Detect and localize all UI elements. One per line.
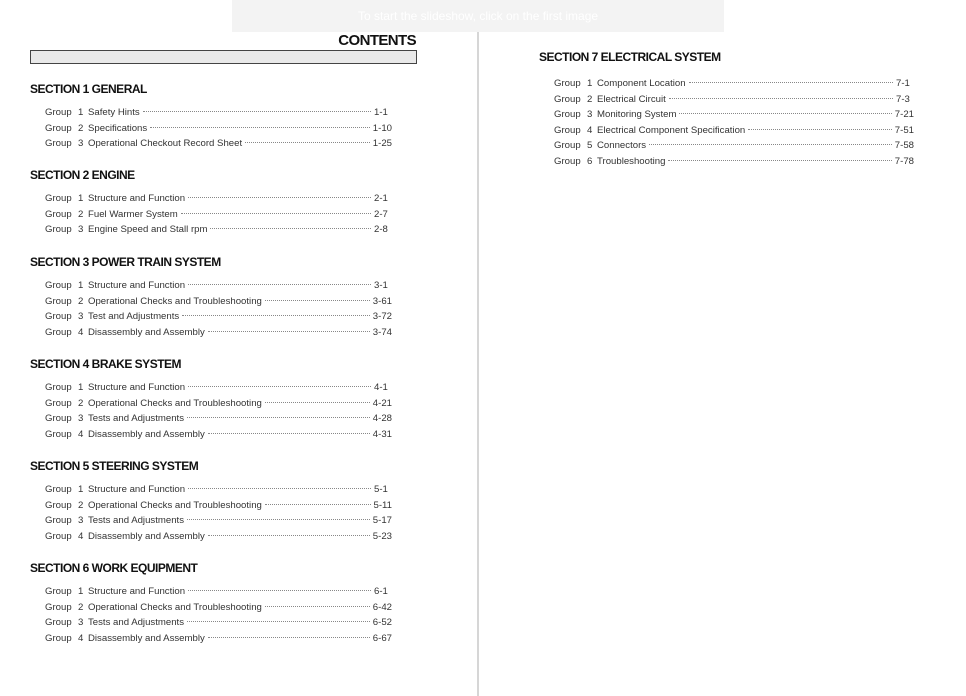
dot-leader	[182, 315, 370, 316]
group-title: Fuel Warmer System	[88, 208, 178, 220]
group-word: Group	[45, 326, 72, 338]
group-word: Group	[554, 155, 581, 167]
toc-entry[interactable]	[30, 296, 392, 312]
page-number: 5-17	[372, 515, 392, 526]
section-steering	[30, 459, 392, 546]
dot-leader	[143, 111, 371, 112]
dot-leader	[187, 519, 370, 520]
group-title: Component Location	[597, 78, 686, 89]
group-title: Structure and Function	[88, 280, 186, 291]
page-number: 3-61	[372, 295, 392, 307]
toc-entry[interactable]	[30, 633, 392, 649]
group-word: Group	[45, 617, 72, 628]
page-number: 7-3	[896, 93, 910, 105]
right-page	[479, 0, 966, 696]
toc-entry[interactable]	[30, 602, 392, 618]
page-number: 1-1	[374, 107, 388, 118]
dot-leader	[150, 127, 370, 128]
group-title: Electrical Component Specification	[597, 124, 746, 136]
group-number: 4	[78, 428, 84, 440]
group-number: 2	[78, 601, 84, 613]
page-number: 4-21	[372, 397, 392, 409]
group-number: 3	[78, 515, 84, 526]
group-number: 4	[587, 124, 593, 136]
page-number: 4-28	[372, 413, 392, 424]
group-number: 3	[587, 109, 593, 120]
page-number: 1-10	[372, 122, 392, 134]
toc-entry[interactable]	[30, 515, 392, 531]
dot-leader	[208, 637, 370, 638]
page-number: 7-1	[896, 78, 910, 89]
page-number: 5-23	[372, 530, 392, 542]
page-number: 1-25	[372, 138, 392, 149]
group-number: 5	[587, 140, 593, 151]
dot-leader	[188, 386, 371, 387]
group-number: 3	[78, 138, 84, 149]
group-word: Group	[45, 586, 72, 597]
page-number: 2-1	[374, 193, 388, 204]
group-number: 1	[78, 586, 84, 597]
dot-leader	[265, 402, 370, 403]
toc-entry[interactable]	[30, 586, 392, 602]
group-word: Group	[45, 280, 72, 291]
dot-leader	[649, 144, 892, 145]
toc-entry[interactable]	[30, 398, 392, 414]
dot-leader	[245, 142, 370, 143]
toc-entry[interactable]	[539, 140, 914, 156]
group-word: Group	[45, 601, 72, 613]
group-title: Monitoring System	[597, 109, 677, 120]
group-word: Group	[45, 530, 72, 542]
toc-entry[interactable]	[30, 429, 392, 445]
toc-entry[interactable]	[30, 531, 392, 547]
dot-leader	[265, 300, 370, 301]
page-number: 5-11	[373, 499, 392, 511]
group-title: Structure and Function	[88, 382, 186, 393]
group-title: Operational Checks and Troubleshooting	[88, 397, 262, 409]
toc-entry[interactable]	[30, 280, 392, 296]
group-number: 3	[78, 311, 84, 322]
group-number: 2	[78, 122, 84, 134]
section-heading: SECTION 3 POWER TRAIN SYSTEM	[30, 255, 221, 269]
dot-leader	[265, 504, 371, 505]
toc-entry[interactable]	[30, 500, 392, 516]
page-number: 3-72	[372, 311, 392, 322]
group-number: 4	[78, 632, 84, 644]
group-word: Group	[45, 208, 72, 220]
section-engine	[30, 168, 392, 240]
group-number: 2	[587, 93, 593, 105]
group-word: Group	[45, 484, 72, 495]
section-brake	[30, 357, 392, 444]
toc-entry[interactable]	[30, 107, 392, 123]
group-title: Operational Checks and Troubleshooting	[88, 601, 262, 613]
group-word: Group	[554, 109, 581, 120]
group-title: Tests and Adjustments	[88, 413, 184, 424]
group-word: Group	[45, 499, 72, 511]
group-title: Operational Checks and Troubleshooting	[88, 499, 262, 511]
group-title: Operational Checkout Record Sheet	[88, 138, 243, 149]
group-title: Electrical Circuit	[597, 93, 666, 105]
group-title: Structure and Function	[88, 193, 186, 204]
dot-leader	[210, 228, 371, 229]
group-title: Specifications	[88, 122, 148, 134]
group-number: 3	[78, 224, 84, 235]
toc-entry[interactable]	[539, 78, 914, 94]
dot-leader	[748, 129, 892, 130]
group-word: Group	[45, 515, 72, 526]
section-work-equipment	[30, 561, 392, 648]
group-title: Disassembly and Assembly	[88, 530, 205, 542]
group-number: 1	[78, 107, 84, 118]
group-title: Structure and Function	[88, 484, 186, 495]
group-word: Group	[45, 382, 72, 393]
toc-entry[interactable]	[30, 617, 392, 633]
group-word: Group	[45, 632, 72, 644]
toc-entry[interactable]	[539, 109, 914, 125]
group-word: Group	[554, 124, 581, 136]
toc-entry[interactable]	[30, 224, 392, 240]
group-word: Group	[45, 107, 72, 118]
group-number: 4	[78, 530, 84, 542]
page-number: 5-1	[374, 484, 388, 495]
toc-entry[interactable]	[30, 193, 392, 209]
toc-entry[interactable]	[30, 138, 392, 154]
page-number: 4-1	[374, 382, 388, 393]
group-title: Troubleshooting	[597, 155, 666, 167]
group-number: 1	[78, 193, 84, 204]
toc-entry[interactable]	[539, 94, 914, 110]
page-number: 6-67	[372, 632, 392, 644]
group-word: Group	[45, 295, 72, 307]
page-number: 2-8	[374, 224, 388, 235]
page-number: 6-42	[372, 601, 392, 613]
group-word: Group	[45, 138, 72, 149]
group-word: Group	[45, 122, 72, 134]
group-word: Group	[554, 78, 581, 89]
toc-entry[interactable]	[539, 125, 914, 141]
page-number: 7-58	[894, 140, 914, 151]
dot-leader	[208, 331, 370, 332]
dot-leader	[689, 82, 893, 83]
group-title: Tests and Adjustments	[88, 617, 184, 628]
slideshow-notice-banner: To start the slideshow, click on the first image	[232, 0, 724, 32]
group-title: Safety Hints	[88, 107, 140, 118]
dot-leader	[208, 535, 370, 536]
toc-entry[interactable]	[30, 484, 392, 500]
group-title: Disassembly and Assembly	[88, 428, 205, 440]
dot-leader	[668, 160, 891, 161]
dot-leader	[188, 590, 371, 591]
group-number: 3	[78, 617, 84, 628]
group-number: 2	[78, 397, 84, 409]
group-title: Structure and Function	[88, 586, 186, 597]
toc-entry[interactable]	[539, 156, 914, 172]
group-word: Group	[554, 93, 581, 105]
page-number: 6-52	[372, 617, 392, 628]
dot-leader	[188, 197, 371, 198]
page-number: 3-1	[374, 280, 388, 291]
group-number: 1	[587, 78, 593, 89]
toc-entry[interactable]	[30, 382, 392, 398]
group-number: 6	[587, 155, 593, 167]
section-heading: SECTION 4 BRAKE SYSTEM	[30, 357, 182, 371]
group-title: Operational Checks and Troubleshooting	[88, 295, 262, 307]
section-heading: SECTION 7 ELECTRICAL SYSTEM	[539, 50, 721, 64]
section-heading: SECTION 5 STEERING SYSTEM	[30, 459, 199, 473]
section-power-train	[30, 255, 392, 342]
group-title: Disassembly and Assembly	[88, 326, 205, 338]
toc-entry[interactable]	[30, 413, 392, 429]
toc-entry[interactable]	[30, 311, 392, 327]
group-word: Group	[45, 413, 72, 424]
group-word: Group	[45, 224, 72, 235]
page-number: 4-31	[372, 428, 392, 440]
page-number: 2-7	[374, 208, 388, 220]
toc-entry[interactable]	[30, 209, 392, 225]
group-number: 1	[78, 280, 84, 291]
section-heading: SECTION 6 WORK EQUIPMENT	[30, 561, 198, 575]
group-number: 2	[78, 499, 84, 511]
page-number: 3-74	[372, 326, 392, 338]
group-number: 2	[78, 208, 84, 220]
dot-leader	[187, 621, 370, 622]
toc-entry[interactable]	[30, 123, 392, 139]
contents-title: CONTENTS	[338, 32, 416, 49]
left-page	[0, 0, 477, 696]
dot-leader	[265, 606, 370, 607]
group-title: Disassembly and Assembly	[88, 632, 205, 644]
dot-leader	[188, 488, 371, 489]
page-number: 6-1	[374, 586, 388, 597]
page-number: 7-78	[894, 155, 914, 167]
group-title: Tests and Adjustments	[88, 515, 184, 526]
group-title: Engine Speed and Stall rpm	[88, 224, 208, 235]
group-number: 4	[78, 326, 84, 338]
page-number: 7-21	[894, 109, 914, 120]
dot-leader	[188, 284, 371, 285]
group-word: Group	[45, 428, 72, 440]
dot-leader	[187, 417, 370, 418]
section-heading: SECTION 2 ENGINE	[30, 168, 135, 182]
page-number: 7-51	[894, 124, 914, 136]
group-number: 1	[78, 484, 84, 495]
dot-leader	[208, 433, 370, 434]
group-word: Group	[554, 140, 581, 151]
group-word: Group	[45, 397, 72, 409]
section-heading: SECTION 1 GENERAL	[30, 82, 147, 96]
group-word: Group	[45, 193, 72, 204]
group-title: Connectors	[597, 140, 647, 151]
section-general	[30, 82, 392, 154]
group-word: Group	[45, 311, 72, 322]
title-rule-bar	[30, 50, 417, 64]
group-number: 1	[78, 382, 84, 393]
dot-leader	[181, 213, 371, 214]
dot-leader	[669, 98, 893, 99]
group-title: Test and Adjustments	[88, 311, 180, 322]
section-electrical	[539, 50, 914, 171]
group-number: 3	[78, 413, 84, 424]
toc-entry[interactable]	[30, 327, 392, 343]
group-number: 2	[78, 295, 84, 307]
dot-leader	[679, 113, 891, 114]
